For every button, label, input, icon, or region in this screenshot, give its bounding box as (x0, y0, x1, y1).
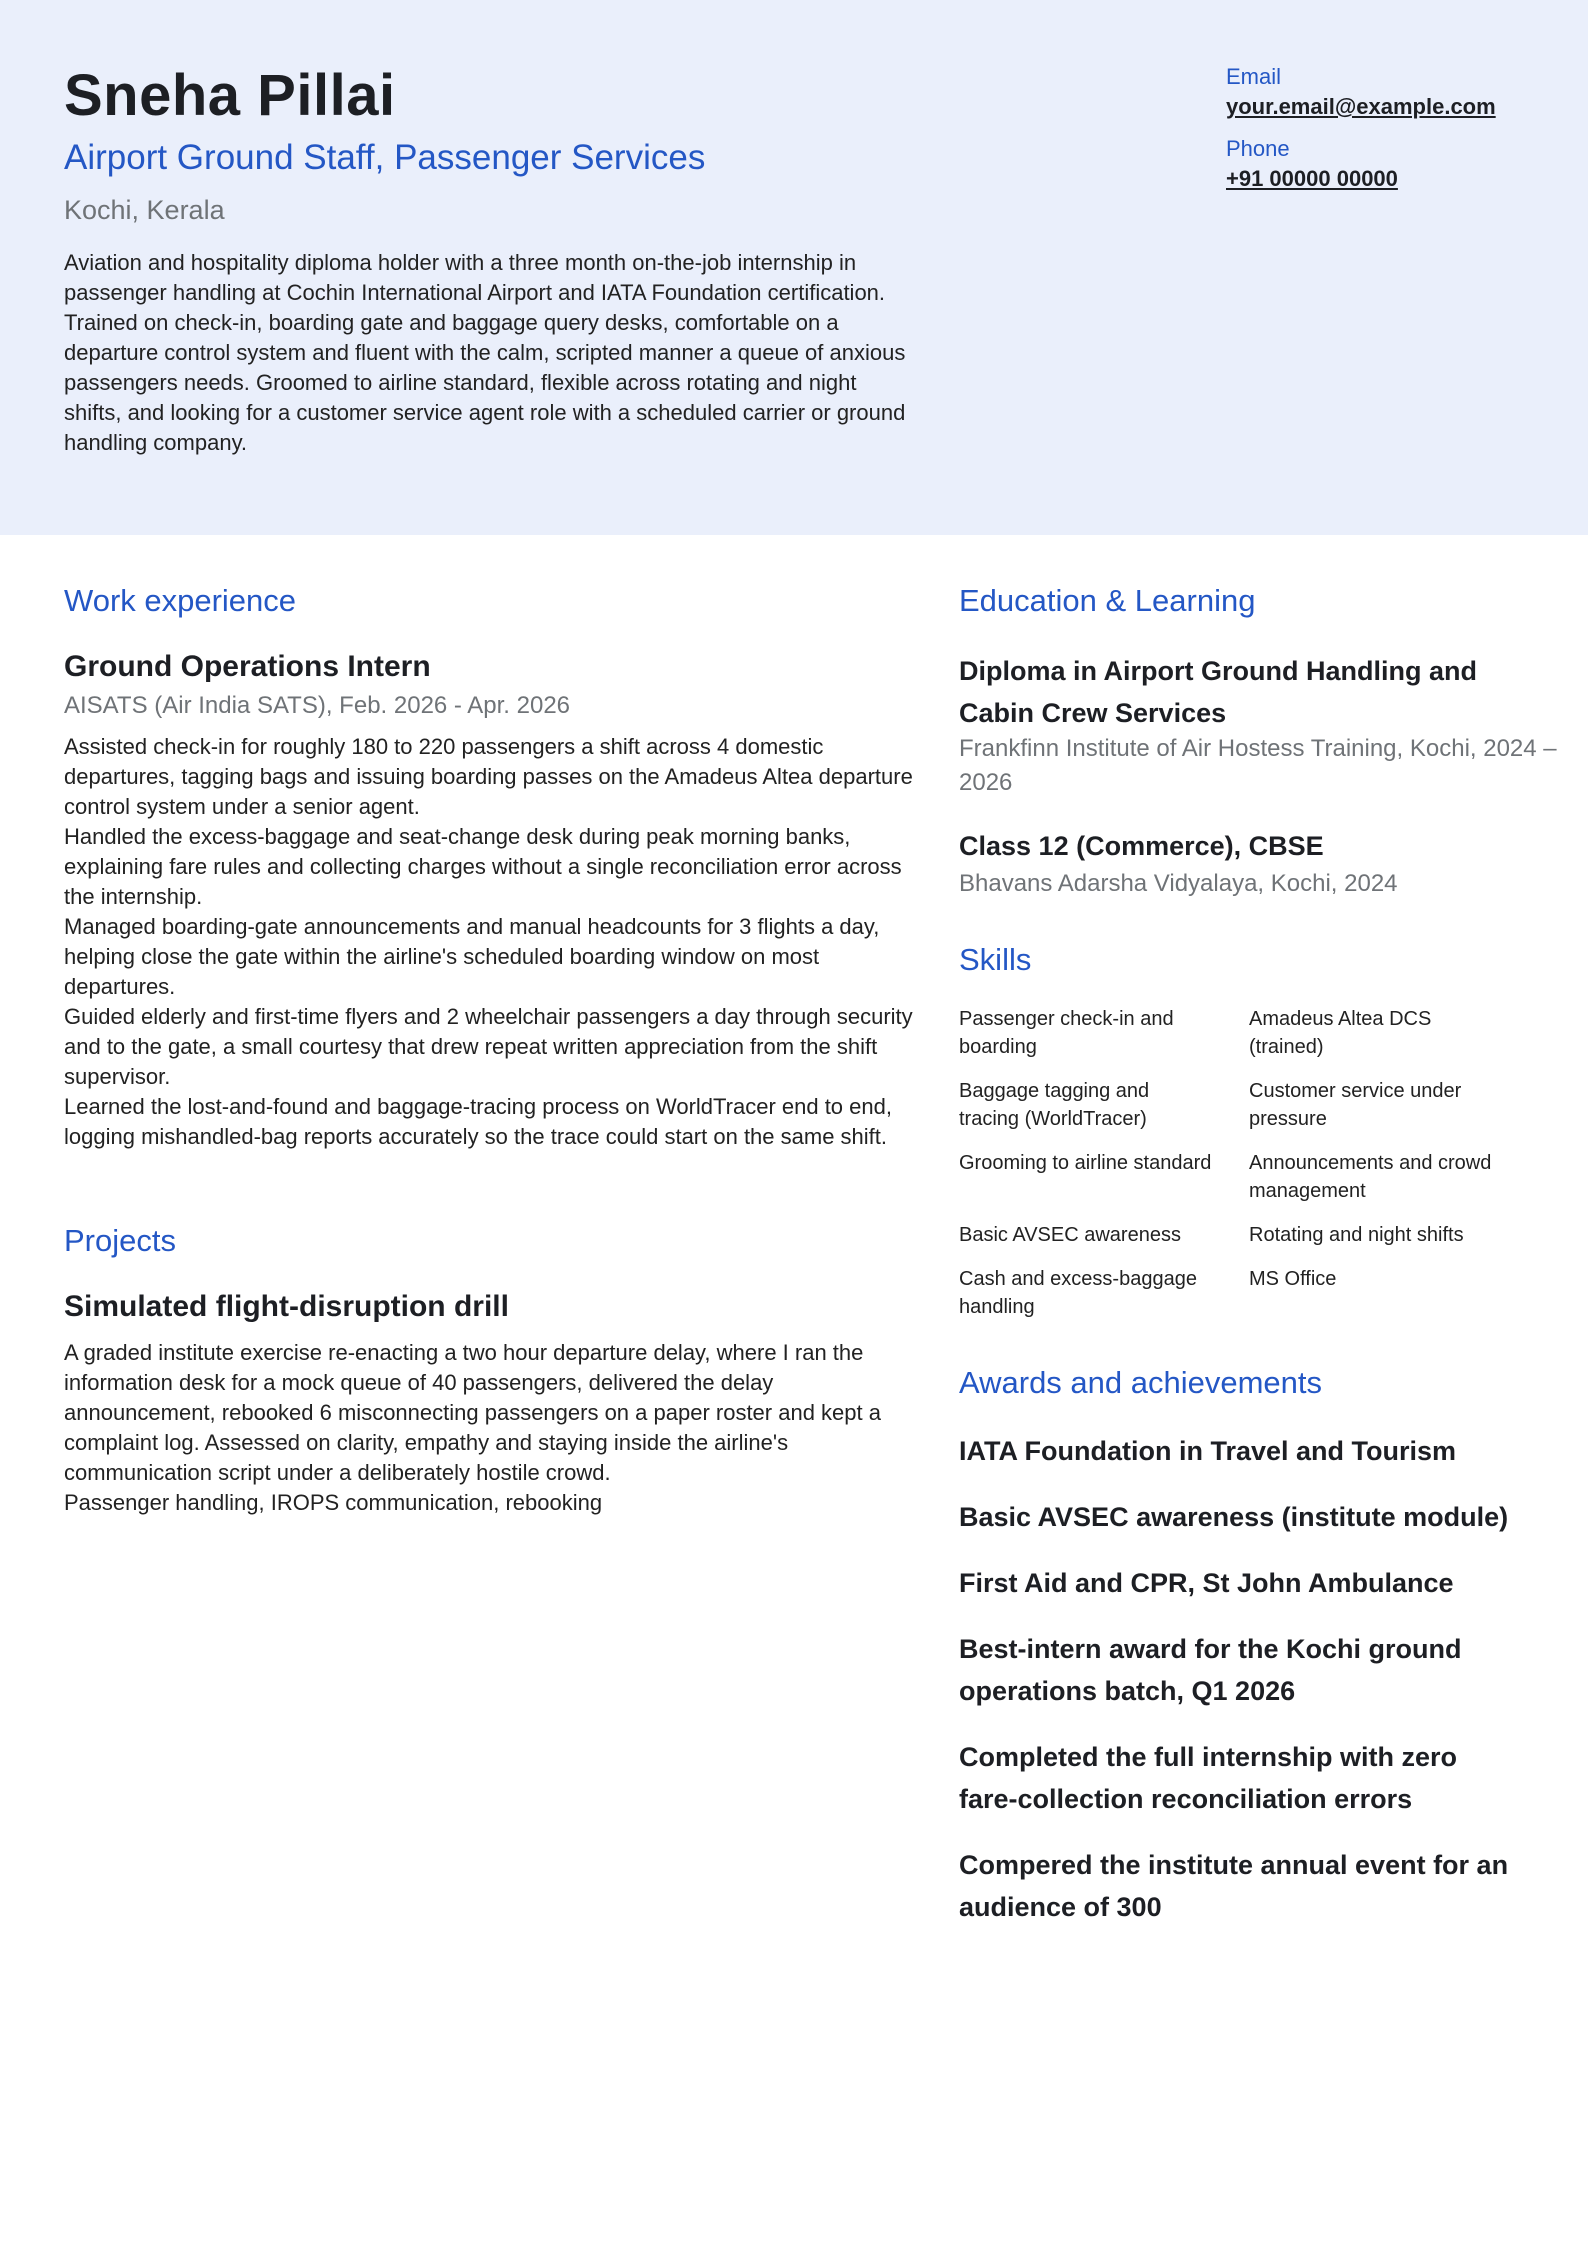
profile-summary: Aviation and hospitality diploma holder with a three month on-the-job internship in passenger handling at Cochin International Airport and IATA Foundation certification. Trained on check-in, boarding gate and baggage query desks, comfortable on a departure control system and fluent with the calm, scripted manner a queue of anxious passengers needs. Groomed to airline standard, flexible across rotating and night shifts, and looking for a customer service agent role with a scheduled carrier or ground handling company. (64, 250, 906, 455)
projects-section-title: Projects (64, 1223, 176, 1258)
project-description-block (64, 1338, 914, 1518)
skill-item: Amadeus Altea DCS (trained) (1249, 1008, 1432, 1058)
skill-item: Cash and excess-baggage handling (959, 1268, 1197, 1318)
work-section-title: Work experience (64, 583, 297, 618)
award-item: Compered the institute annual event for an audience of 300 (959, 1850, 1509, 1922)
project-tags: Passenger handling, IROPS communication, rebooking (64, 1490, 603, 1515)
job-meta: AISATS (Air India SATS), Feb. 2026 - Apr. 2026 (64, 692, 571, 719)
skill-item: Basic AVSEC awareness (959, 1224, 1181, 1246)
skill-item: Rotating and night shifts (1249, 1224, 1464, 1246)
job-bullet: Learned the lost-and-found and baggage-tracing process on WorldTracer end to end, logging mishandled-bag reports accurately so the trace could start on the same shift. (64, 1094, 892, 1149)
award-item: First Aid and CPR, St John Ambulance (959, 1568, 1454, 1598)
job-bullets (64, 732, 914, 1152)
job-bullet: Guided elderly and first-time flyers and 2 wheelchair passengers a day through security and to the gate, a small courtesy that drew repeat written appreciation from the shift supervisor. (64, 1004, 913, 1089)
award-item: IATA Foundation in Travel and Tourism (959, 1436, 1457, 1466)
skill-item: Grooming to airline standard (959, 1152, 1212, 1174)
phone-link[interactable]: +91 00000 00000 (1226, 166, 1398, 191)
skill-item: Customer service under pressure (1249, 1080, 1462, 1130)
award-item: Basic AVSEC awareness (institute module) (959, 1502, 1509, 1532)
job-bullet: Handled the excess-baggage and seat-change desk during peak morning banks, explaining fare rules and collecting charges without a single reconciliation error across the internship. (64, 824, 902, 909)
skill-item: Baggage tagging and tracing (WorldTracer) (959, 1080, 1150, 1130)
job-bullet: Managed boarding-gate announcements and manual headcounts for 3 flights a day, helping close the gate within the airline's scheduled boarding window on most departures. (64, 914, 880, 999)
email-block (1226, 64, 1496, 120)
skill-item: Passenger check-in and boarding (959, 1008, 1174, 1058)
header-band (0, 0, 1588, 535)
job-role: Airport Ground Staff, Passenger Services (64, 138, 706, 177)
skills-grid (959, 1005, 1539, 1321)
phone-block (1226, 136, 1398, 192)
award-item: Completed the full internship with zero fare-collection reconciliation errors (959, 1742, 1458, 1814)
job-bullet: Assisted check-in for roughly 180 to 220 passengers a shift across 4 domestic departures, tagging bags and issuing boarding passes on the Amadeus Altea departure control system under a senior agent. (64, 734, 913, 819)
email-label: Email (1226, 64, 1282, 89)
skill-item: MS Office (1249, 1268, 1337, 1290)
awards-list (959, 1430, 1519, 1952)
education-item-meta: Bhavans Adarsha Vidyalaya, Kochi, 2024 (959, 870, 1398, 897)
email-link[interactable]: your.email@example.com (1226, 94, 1496, 119)
education-section-title: Education & Learning (959, 583, 1256, 618)
location: Kochi, Kerala (64, 195, 225, 225)
skills-section-title: Skills (959, 942, 1032, 977)
skill-item: Announcements and crowd management (1249, 1152, 1492, 1202)
award-item: Best-intern award for the Kochi ground operations batch, Q1 2026 (959, 1634, 1462, 1706)
candidate-name: Sneha Pillai (64, 63, 396, 128)
project-description: A graded institute exercise re-enacting a two hour departure delay, where I ran the information desk for a mock queue of 40 passengers, delivered the delay announcement, rebooked 6 misconnecting passengers on a paper roster and kept a complaint log. Assessed on clarity, empathy and staying inside the airline's communication script under a deliberately hostile crowd. (64, 1340, 881, 1485)
project-title: Simulated flight-disruption drill (64, 1290, 509, 1323)
education-item-title: Class 12 (Commerce), CBSE (959, 831, 1324, 861)
phone-label: Phone (1226, 136, 1290, 161)
education-item-title: Diploma in Airport Ground Handling and Cabin Crew Services (959, 656, 1477, 728)
awards-section-title: Awards and achievements (959, 1365, 1323, 1400)
education-item-meta: Frankfinn Institute of Air Hostess Training, Kochi, 2024 – 2026 (959, 735, 1557, 796)
job-title: Ground Operations Intern (64, 650, 431, 683)
